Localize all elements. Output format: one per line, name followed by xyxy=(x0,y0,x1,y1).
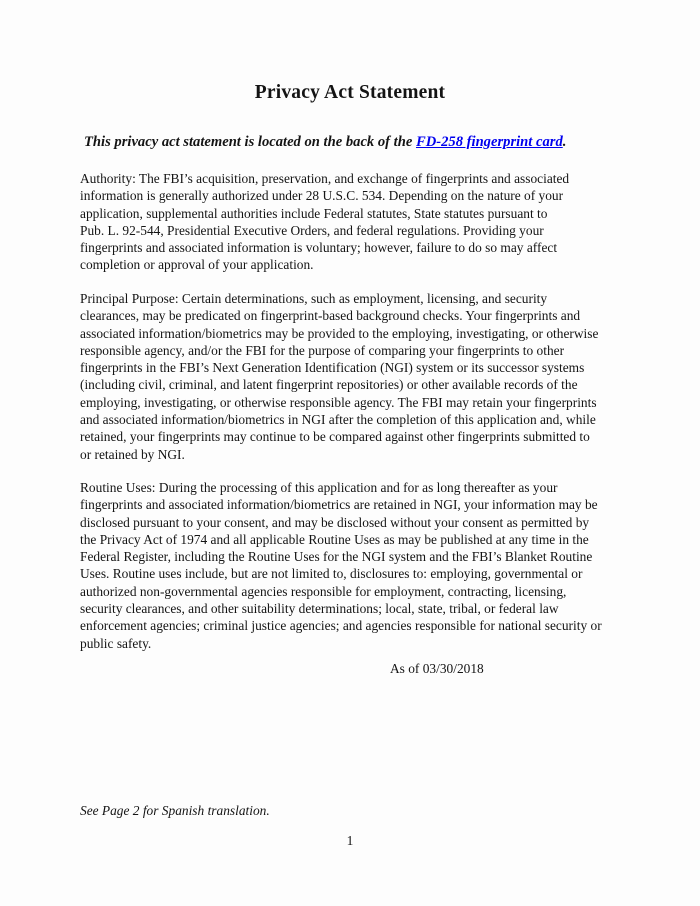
paragraph-authority xyxy=(80,170,640,274)
spanish-translation-note: See Page 2 for Spanish translation. xyxy=(80,803,270,818)
fd-258-fingerprint-card-link[interactable]: FD-258 fingerprint card xyxy=(415,134,563,150)
text-line: the Privacy Act of 1974 and all applicable Routine Uses as may be published at any time in the xyxy=(80,531,589,547)
text-line: fingerprints in the FBI’s Next Generation Identification (NGI) system or its successor systems xyxy=(80,360,585,376)
text-line: associated information/biometrics may be provided to the employing, investigating, or otherwise xyxy=(80,325,599,341)
text-line: employing, investigating, or otherwise responsible agency. The FBI may retain your fingerprints xyxy=(80,394,597,410)
text-line: Routine Uses: During the processing of this application and for as long thereafter as your xyxy=(80,480,558,495)
text-line: fingerprints and associated information/biometrics are retained in NGI, your information may be xyxy=(80,497,598,513)
page-title: Privacy Act Statement xyxy=(254,82,446,103)
paragraph-routine-uses xyxy=(80,479,640,652)
text-line: Pub. L. 92-544, Presidential Executive Orders, and federal regulations. Providing your xyxy=(80,222,544,238)
text-line: authorized non-governmental agencies responsible for employment, contracting, licensing, xyxy=(80,583,567,599)
text-line: Federal Register, including the Routine Uses for the NGI system and the FBI’s Blanket Routine xyxy=(80,549,593,565)
text-line: Uses. Routine uses include, but are not limited to, disclosures to: employing, governmental or xyxy=(80,566,583,582)
text-line: Authority: The FBI’s acquisition, preservation, and exchange of fingerprints and associated xyxy=(80,171,570,186)
text-line: fingerprints and associated information is voluntary; however, failure to do so may affect xyxy=(80,240,558,256)
paragraph-principal-purpose xyxy=(80,290,640,463)
as-of-date: As of 03/30/2018 xyxy=(390,661,484,676)
text-line: information is generally authorized under 28 U.S.C. 534. Depending on the nature of your xyxy=(80,188,564,204)
text-line: retained, your fingerprints may continue to be compared against other fingerprints submitted to xyxy=(80,429,590,445)
text-line: (including civil, criminal, and latent fingerprint repositories) or other available records of the xyxy=(80,377,578,393)
text-line: responsible agency, and/or the FBI for the purpose of comparing your fingerprints to other xyxy=(80,342,565,358)
text-line: Principal Purpose: Certain determinations, such as employment, licensing, and security xyxy=(80,291,548,306)
text-line: and associated information/biometrics in NGI after the completion of this application and, while xyxy=(80,412,596,428)
intro-text-before-link: This privacy act statement is located on the back of the xyxy=(84,134,416,150)
text-line: or retained by NGI. xyxy=(80,446,185,462)
page-number: 1 xyxy=(346,833,354,848)
text-line: completion or approval of your application. xyxy=(80,257,314,273)
text-line: disclosed pursuant to your consent, and may be disclosed without your consent as permitted by xyxy=(80,514,590,530)
text-line: security clearances, and other suitability determinations; local, state, tribal, or federal law xyxy=(80,601,559,617)
text-line: clearances, may be predicated on fingerprint-based background checks. Your fingerprints and xyxy=(80,308,581,324)
text-line: enforcement agencies; criminal justice agencies; and agencies responsible for national security or xyxy=(80,618,602,634)
text-line: public safety. xyxy=(80,635,152,651)
intro-text-after-link: . xyxy=(562,134,567,150)
intro-statement xyxy=(84,134,644,151)
text-line: application, supplemental authorities include Federal statutes, State statutes pursuant to xyxy=(80,205,548,221)
